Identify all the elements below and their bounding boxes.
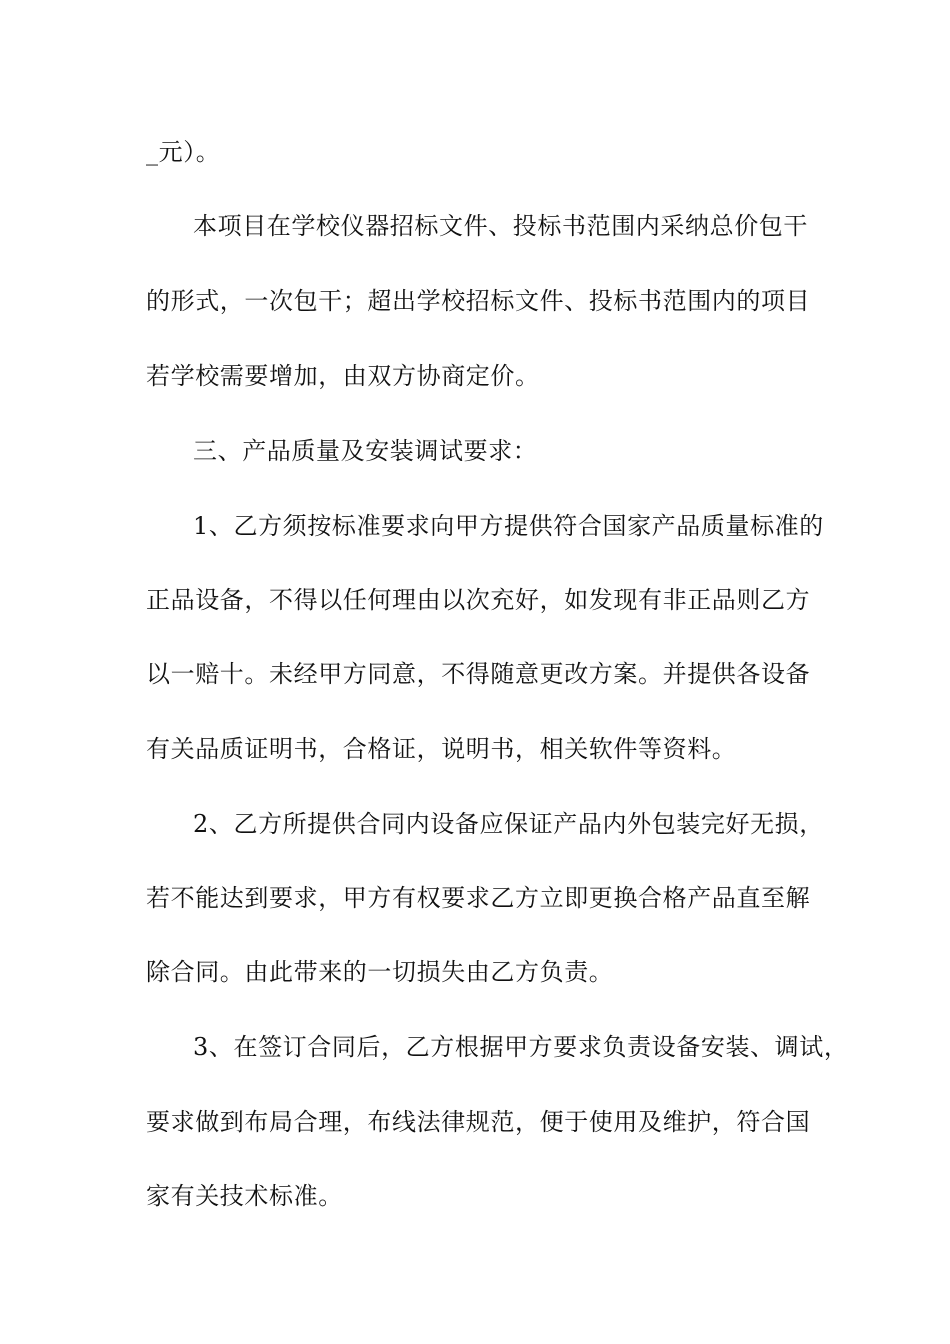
clause-3-line-1: 3、在签订合同后，乙方根据甲方要求负责设备安装、调试， (193, 1033, 849, 1061)
paragraph-lump-sum-line-3: 若学校需要增加，由双方协商定价。 (146, 362, 540, 390)
clause-1-line-2: 正品设备，不得以任何理由以次充好，如发现有非正品则乙方 (146, 586, 811, 614)
paragraph-lump-sum-line-1: 本项目在学校仪器招标文件、投标书范围内采纳总价包干 (193, 212, 808, 240)
text-line-price-end: _元）。 (146, 138, 221, 166)
clause-2-line-2: 若不能达到要求，甲方有权要求乙方立即更换合格产品直至解 (146, 884, 811, 912)
paragraph-lump-sum-line-2: 的形式，一次包干；超出学校招标文件、投标书范围内的项目 (146, 287, 811, 315)
clause-1-line-4: 有关品质证明书，合格证，说明书，相关软件等资料。 (146, 735, 737, 763)
clause-2-line-1: 2、乙方所提供合同内设备应保证产品内外包装完好无损， (193, 810, 824, 838)
section-heading-quality: 三、产品质量及安装调试要求： (193, 437, 538, 465)
clause-2-line-3: 除合同。由此带来的一切损失由乙方负责。 (146, 958, 614, 986)
clause-1-line-1: 1、乙方须按标准要求向甲方提供符合国家产品质量标准的 (193, 512, 824, 540)
clause-3-line-2: 要求做到布局合理，布线法律规范，便于使用及维护，符合国 (146, 1108, 811, 1136)
clause-3-line-3: 家有关技术标准。 (146, 1182, 343, 1210)
clause-1-line-3: 以一赔十。未经甲方同意，不得随意更改方案。并提供各设备 (146, 660, 811, 688)
